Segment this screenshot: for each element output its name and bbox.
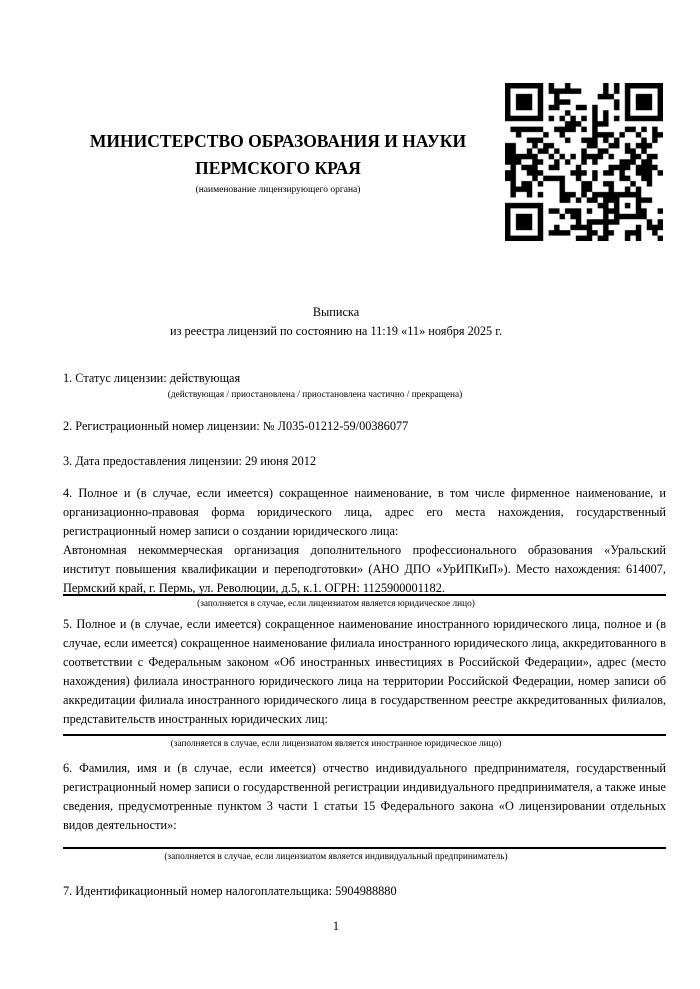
- item-3-grant-date: 3. Дата предоставления лицензии: 29 июня 2012: [63, 454, 317, 468]
- item-6-fill-rule: [63, 847, 666, 849]
- authority-name-line2: ПЕРМСКОГО КРАЯ: [195, 158, 361, 178]
- item-5-fill-rule: [63, 734, 666, 736]
- item-7-taxpayer-number: 7. Идентификационный номер налогоплательщика: 5904988880: [63, 884, 397, 898]
- document-body: [63, 0, 666, 936]
- item-1-license-status: 1. Статус лицензии: действующая: [63, 371, 241, 385]
- item-5-foreign-entity-question: 5. Полное и (в случае, если имеется) сокращенное наименование иностранного юридического лица, полное и (в случае, если имеется) сокращенное наименование филиала иностранного юридического лица, аккредитованного в соответствии с Федеральным законом «Об иностранных инвестициях в Российской Федерации», адрес (место нахождения) филиала иностранного юридического лица на территории Российской Федерации, номер записи об аккредитации филиала иностранного юридического лица в государственном реестре аккредитованных филиалов, представительств иностранных юридических лиц:: [63, 617, 666, 726]
- authority-name-line1: МИНИСТЕРСТВО ОБРАЗОВАНИЯ И НАУКИ: [89, 131, 467, 151]
- item-4-caption: (заполняется в случае, если лицензиатом является юридическое лицо): [197, 599, 475, 609]
- licensing-authority-header: [63, 128, 493, 197]
- item-6-entrepreneur-question: 6. Фамилия, имя и (в случае, если имеется) отчество индивидуального предпринимателя, государственный регистрационный номер записи о государственной регистрации индивидуального предпринимателя, а также иные сведения, предусмотренные пунктом 3 части 1 статьи 15 Федерального закона «О лицензировании отдельных видов деятельности»:: [63, 761, 666, 832]
- item-5-caption: (заполняется в случае, если лицензиатом является иностранное юридическое лицо): [170, 739, 502, 749]
- page-number: 1: [332, 919, 340, 933]
- item-4-legal-entity-question: 4. Полное и (в случае, если имеется) сокращенное наименование, в том числе фирменное наименование, и организационно-правовая форма юридического лица, адрес его места нахождения, государственный регистрационный номер записи о создании юридического лица:: [63, 486, 666, 538]
- document-title-line1: Выписка: [312, 305, 360, 319]
- item-2-registration-number: 2. Регистрационный номер лицензии: № Л035-01212-59/00386077: [63, 419, 409, 433]
- authority-caption: (наименование лицензирующего органа): [195, 185, 361, 195]
- item-1-caption: (действующая / приостановлена / приостановлена частично / прекращена): [167, 390, 463, 400]
- document-title: [63, 303, 609, 341]
- document-title-line2: из реестра лицензий по состоянию на 11:19 «11» ноября 2025 г.: [170, 324, 502, 338]
- item-4-legal-entity-answer: Автономная некоммерческая организация дополнительного профессионального образования «Уральский институт повышения квалификации и переподготовки» (АНО ДПО «УрИПКиП»). Место нахождения: 614007, Пермский край, г. Пермь, ул. Революции, д.5, к.1. ОГРН: 1125900001182.: [63, 543, 666, 595]
- item-6-caption: (заполняется в случае, если лицензиатом является индивидуальный предприниматель): [164, 852, 508, 862]
